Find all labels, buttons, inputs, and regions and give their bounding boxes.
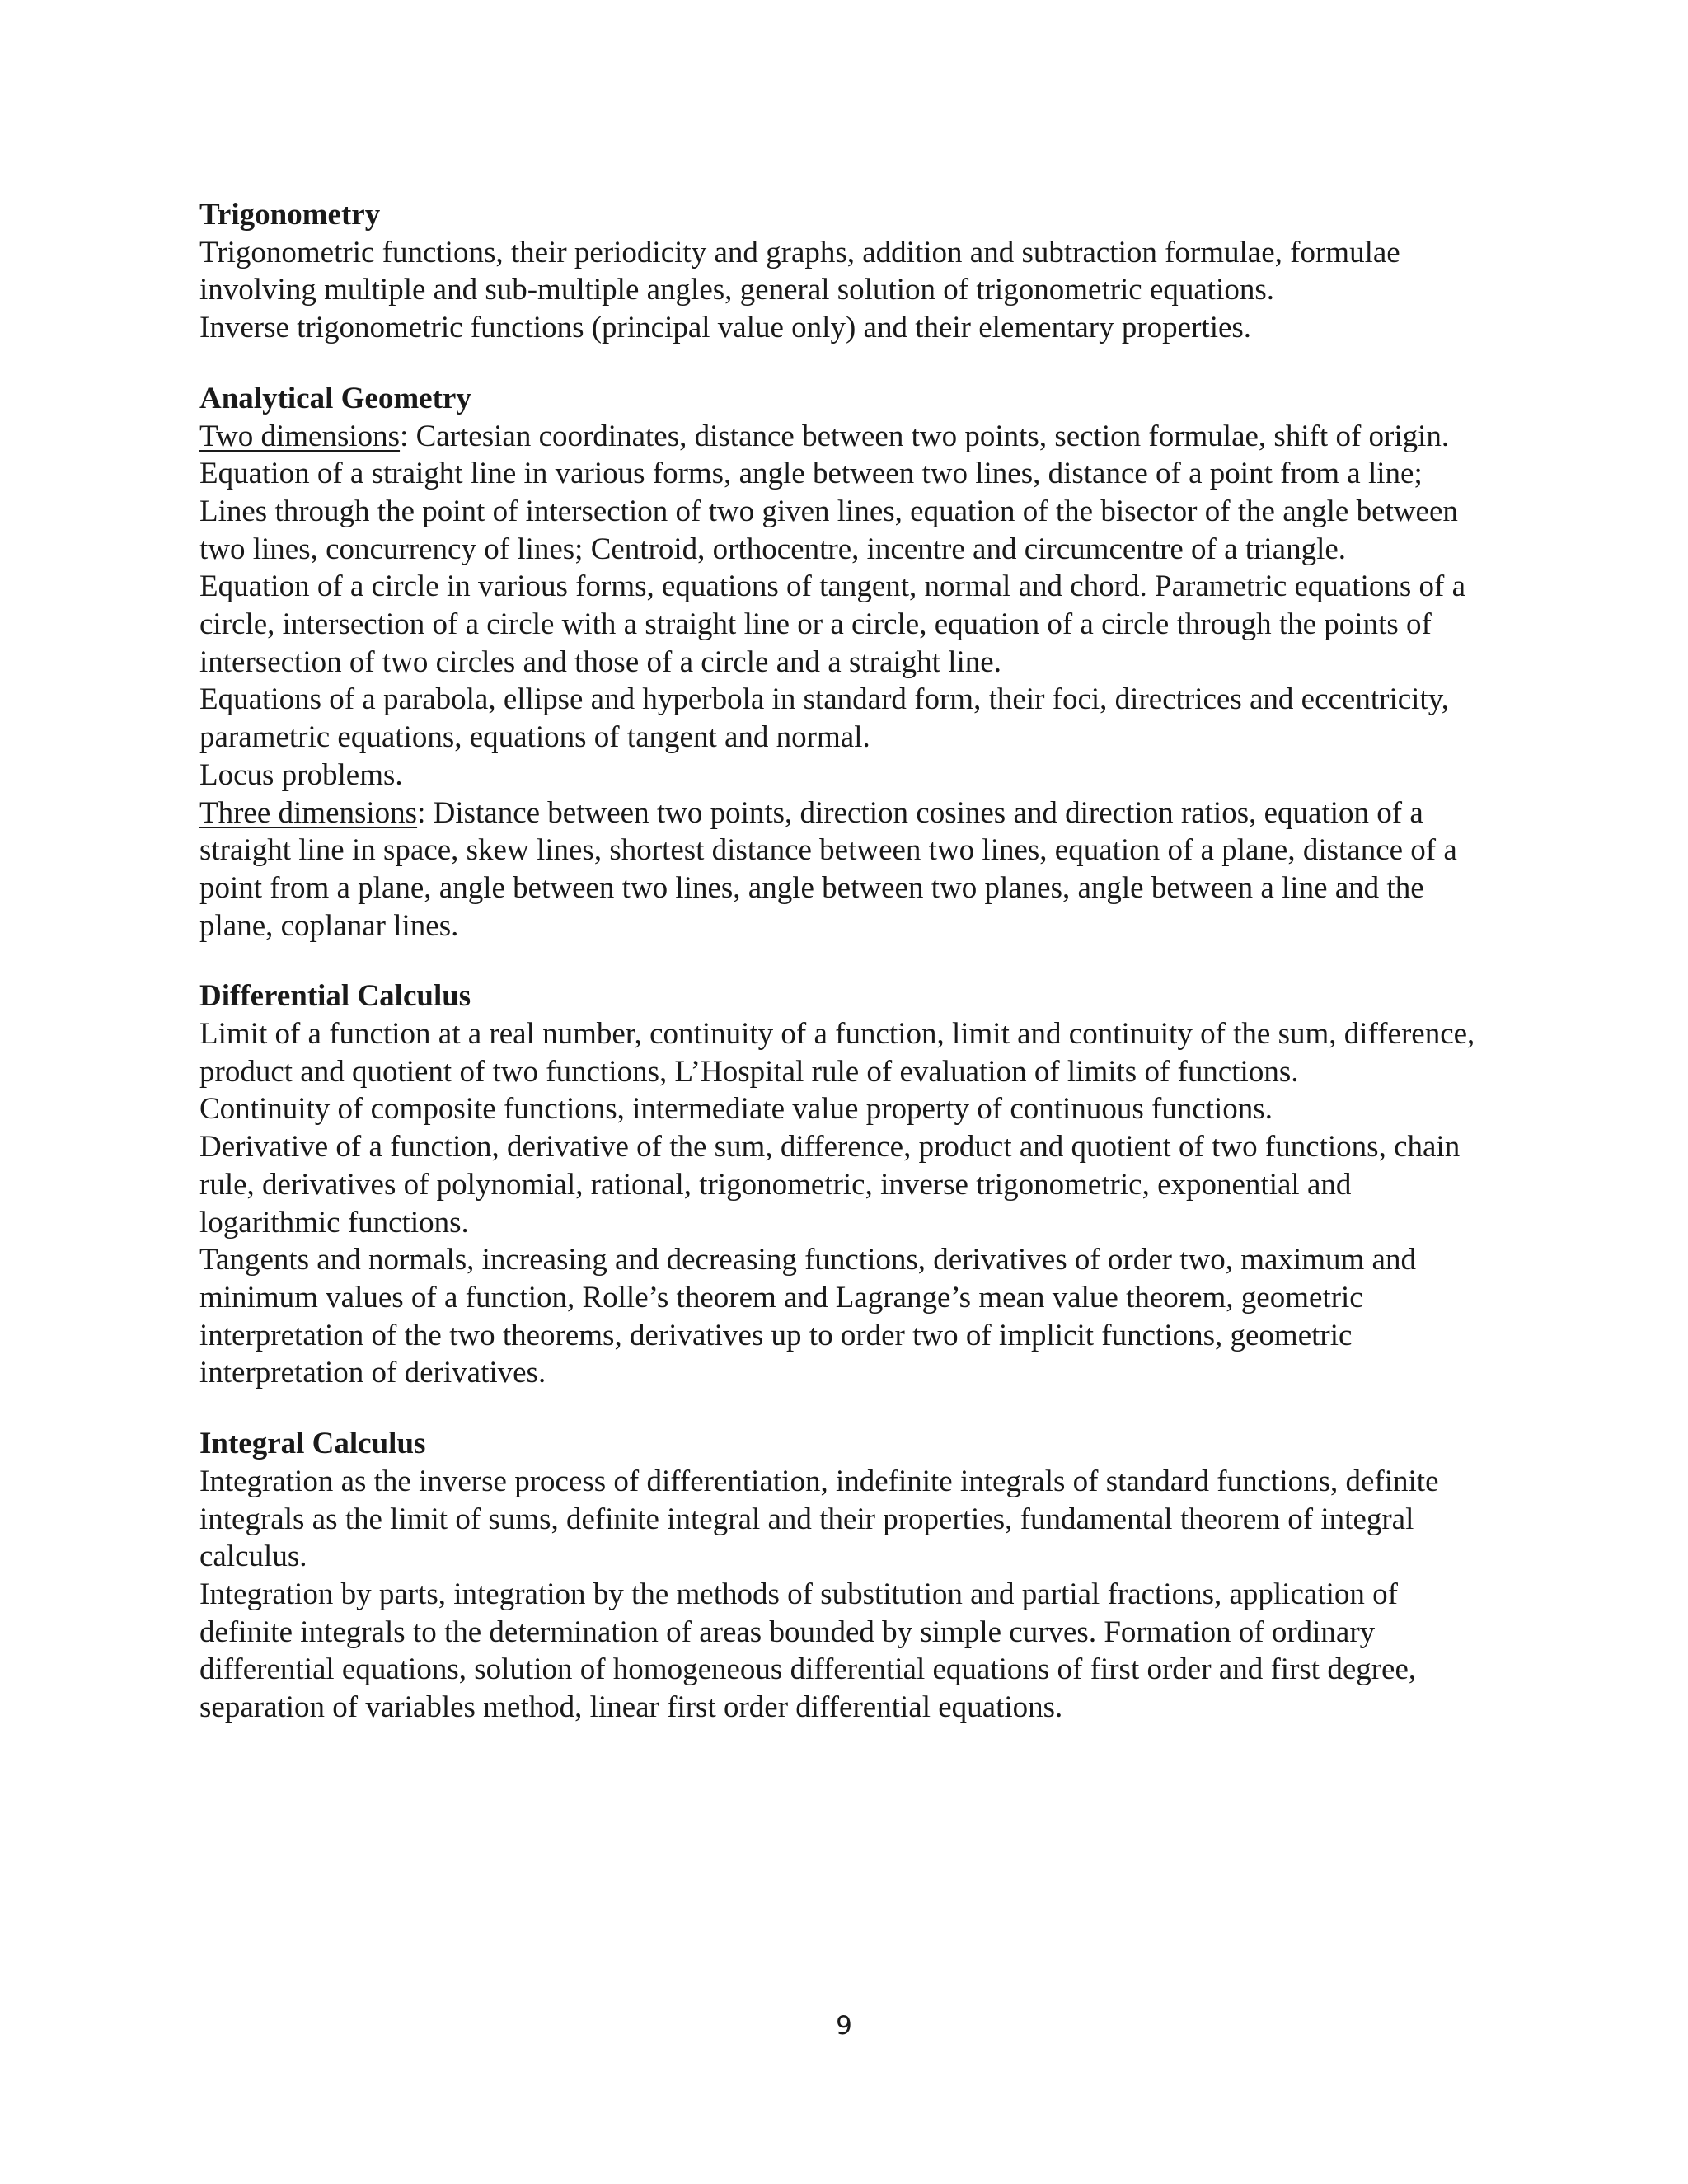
paragraph: Integration by parts, integration by the methods of substitution and partial fractions, application of definite integrals to the determination of areas bounded by simple curves. Formation of ordinary differential equations, solution of homogeneous differential equations of first order and first degree, separation of variables method, linear first order differential equations. [199, 1577, 1417, 1725]
paragraph-text: : Cartesian coordinates, distance between two points, section formulae, shift of origin. [400, 419, 1450, 453]
paragraph: Equations of a parabola, ellipse and hyperbola in standard form, their foci, directrices and eccentricity, parametric equations, equations of tangent and normal. [199, 682, 1450, 755]
section-heading: Trigonometry [199, 198, 381, 232]
section-integral-calculus [199, 1425, 1485, 1727]
paragraph: Tangents and normals, increasing and decreasing functions, derivatives of order two, maximum and minimum values of a function, Rolle’s theorem and Lagrange’s mean value theorem, geometric interpretation of the two theorems, derivatives up to order two of implicit functions, geometric interpretation of derivatives. [199, 1243, 1416, 1390]
document-page [199, 196, 1485, 1727]
subheading-three-dimensions: Three dimensions [199, 795, 418, 830]
paragraph: Derivative of a function, derivative of the sum, difference, product and quotient of two functions, chain rule, derivatives of polynomial, rational, trigonometric, inverse trigonometric, exponential and logarithmic functions. [199, 1130, 1461, 1240]
section-differential-calculus [199, 977, 1485, 1392]
section-heading: Integral Calculus [199, 1427, 426, 1461]
paragraph: Locus problems. [199, 757, 403, 792]
paragraph: Continuity of composite functions, intermediate value property of continuous functions. [199, 1092, 1273, 1127]
section-analytical-geometry [199, 380, 1485, 945]
paragraph: Equation of a straight line in various forms, angle between two lines, distance of a point from a line; Lines through the point of intersection of two given lines, equation of the bisector of the angle between two lines, concurrency of lines; Centroid, orthocentre, incentre and circumcentre of a triangle. [199, 457, 1458, 566]
paragraph: Limit of a function at a real number, continuity of a function, limit and continuity of the sum, difference, product and quotient of two functions, L’Hospital rule of evaluation of limits of functions. [199, 1017, 1475, 1089]
paragraph: Inverse trigonometric functions (principal value only) and their elementary properties. [199, 311, 1252, 345]
page-number: 9 [836, 2011, 852, 2041]
paragraph-text: : Distance between two points, direction cosines and direction ratios, equation of a straight line in space, skew lines, shortest distance between two lines, equation of a plane, distance of a point from a plane, angle between two lines, angle between two planes, angle between a line and the plane, coplanar lines. [199, 795, 1457, 943]
section-heading: Differential Calculus [199, 979, 471, 1014]
section-heading: Analytical Geometry [199, 381, 471, 415]
section-trigonometry [199, 196, 1485, 347]
paragraph: Integration as the inverse process of differentiation, indefinite integrals of standard functions, definite integrals as the limit of sums, definite integral and their properties, fundamental theorem of integral calculus. [199, 1464, 1439, 1574]
paragraph: Trigonometric functions, their periodicity and graphs, addition and subtraction formulae, formulae involving multiple and sub-multiple angles, general solution of trigonometric equations. [199, 235, 1400, 307]
subheading-two-dimensions: Two dimensions [199, 419, 401, 453]
paragraph [199, 418, 1485, 456]
paragraph [199, 794, 1485, 945]
paragraph: Equation of a circle in various forms, equations of tangent, normal and chord. Parametric equations of a circle, intersection of a circle with a straight line or a circle, equation of a circle through the points of intersection of two circles and those of a circle and a straight line. [199, 569, 1466, 679]
